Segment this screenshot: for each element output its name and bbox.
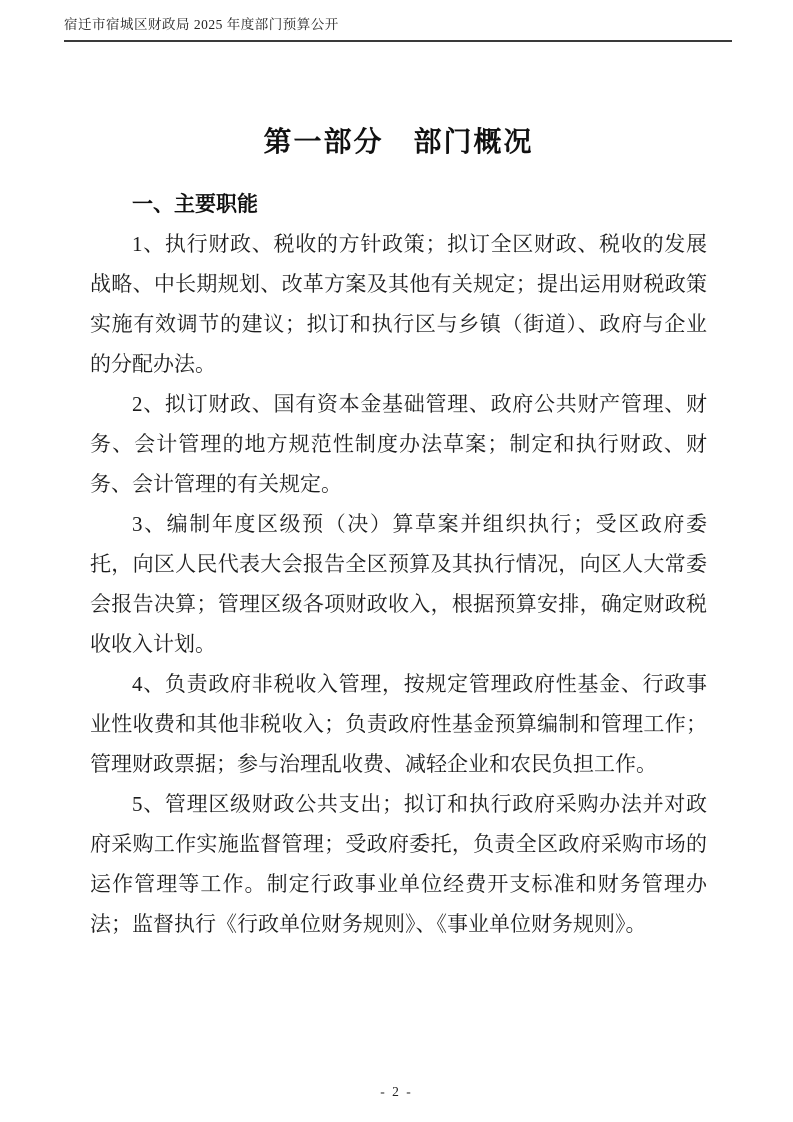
section-heading: 一、主要职能 xyxy=(132,192,258,216)
document-body xyxy=(90,120,707,944)
paragraph-1: 1、执行财政、税收的方针政策；拟订全区财政、税收的发展战略、中长期规划、改革方案及其他有关规定；提出运用财税政策实施有效调节的建议；拟订和执行区与乡镇（街道）、政府与企业的分配办法。 xyxy=(90,232,707,376)
page-title: 第一部分 部门概况 xyxy=(263,127,534,158)
document-footer xyxy=(0,1084,793,1100)
paragraph-2: 2、拟订财政、国有资本金基础管理、政府公共财产管理、财务、会计管理的地方规范性制度办法草案；制定和执行财政、财务、会计管理的有关规定。 xyxy=(90,392,707,496)
paragraph-3: 3、编制年度区级预（决）算草案并组织执行；受区政府委托，向区人民代表大会报告全区预算及其执行情况，向区人大常委会报告决算；管理区级各项财政收入，根据预算安排，确定财政税收收入计划。 xyxy=(90,512,707,656)
paragraph-5: 5、管理区级财政公共支出；拟订和执行政府采购办法并对政府采购工作实施监督管理；受政府委托，负责全区政府采购市场的运作管理等工作。制定行政事业单位经费开支标准和财务管理办法；监督执行《行政单位财务规则》、《事业单位财务规则》。 xyxy=(90,792,707,936)
paragraph-4: 4、负责政府非税收入管理，按规定管理政府性基金、行政事业性收费和其他非税收入；负责政府性基金预算编制和管理工作；管理财政票据；参与治理乱收费、减轻企业和农民负担工作。 xyxy=(90,672,707,776)
page-number: - 2 - xyxy=(380,1084,413,1099)
document-header-text: 宿迁市宿城区财政局 2025 年度部门预算公开 xyxy=(64,17,339,32)
document-header xyxy=(64,13,732,42)
